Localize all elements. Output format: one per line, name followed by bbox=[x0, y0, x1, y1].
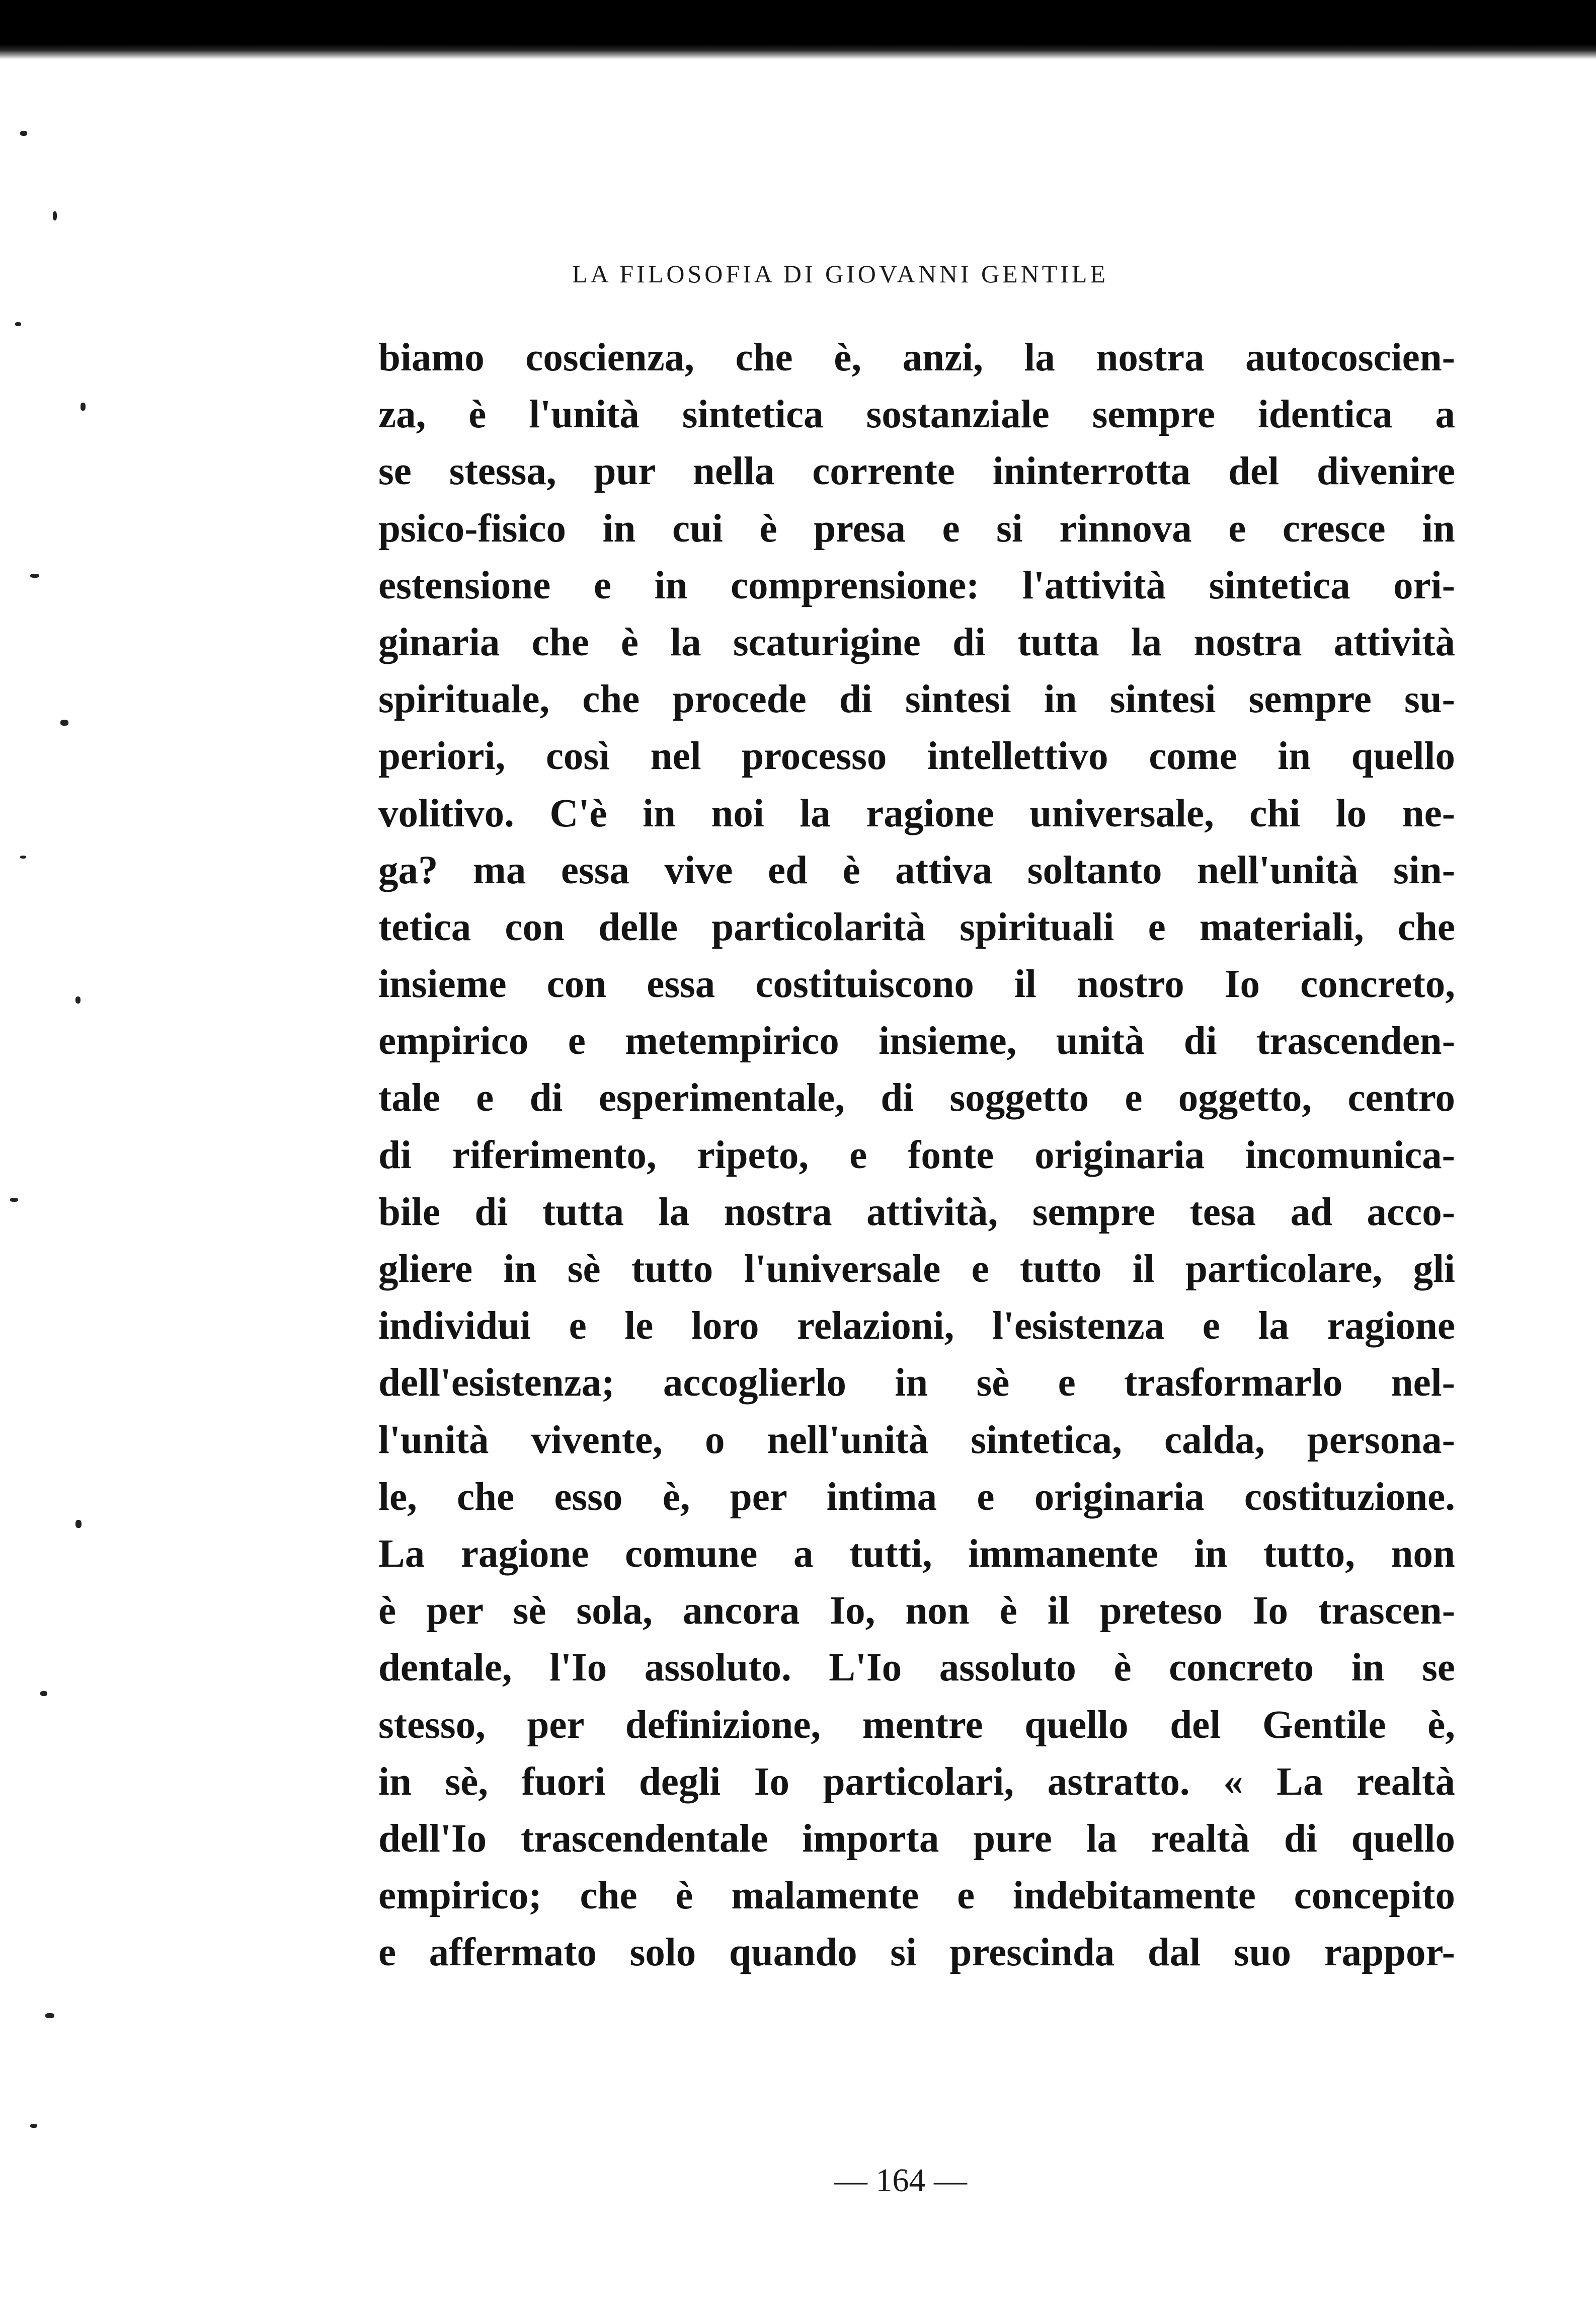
text-line: tale e di esperimentale, di soggetto e oggetto, centro bbox=[378, 1076, 1455, 1120]
text-line: spirituale, che procede di sintesi in sintesi sempre su- bbox=[378, 677, 1455, 722]
text-line: stesso, per definizione, mentre quello del Gentile è, bbox=[378, 1703, 1455, 1747]
gutter-speck bbox=[10, 1198, 18, 1202]
text-line: ga? ma essa vive ed è attiva soltanto nell'unità sin- bbox=[378, 848, 1455, 892]
gutter-speck bbox=[20, 856, 26, 859]
text-line: empirico e metempirico insieme, unità di trascenden- bbox=[378, 1019, 1455, 1063]
gutter-speck bbox=[30, 574, 39, 578]
scanned-page-top-edge bbox=[0, 0, 1596, 59]
text-line: tetica con delle particolarità spirituali e materiali, che bbox=[378, 905, 1455, 949]
text-line: dell'esistenza; accoglierlo in sè e trasformarlo nel- bbox=[378, 1361, 1455, 1405]
body-text bbox=[378, 329, 1455, 1981]
text-line: individui e le loro relazioni, l'esistenza e la ragione bbox=[378, 1304, 1455, 1348]
gutter-speck bbox=[53, 211, 57, 220]
text-line: biamo coscienza, che è, anzi, la nostra autocoscien- bbox=[378, 336, 1455, 379]
text-line: insieme con essa costituiscono il nostro Io concreto, bbox=[378, 962, 1455, 1007]
text-line: psico-fisico in cui è presa e si rinnova e cresce in bbox=[378, 506, 1455, 551]
gutter-speck bbox=[40, 1691, 47, 1696]
text-line: empirico; che è malamente e indebitamente concepito bbox=[378, 1874, 1455, 1918]
text-line: l'unità vivente, o nell'unità sintetica, calda, persona- bbox=[378, 1418, 1455, 1462]
text-line: dell'Io trascendentale importa pure la realtà di quello bbox=[378, 1816, 1455, 1861]
text-line: estensione e in comprensione: l'attività sintetica ori- bbox=[378, 563, 1455, 607]
gutter-speck bbox=[81, 403, 86, 411]
text-line: è per sè sola, ancora Io, non è il preteso Io trascen- bbox=[378, 1589, 1455, 1633]
text-line: La ragione comune a tutti, immanente in tutto, non bbox=[378, 1531, 1455, 1576]
gutter-speck bbox=[30, 2124, 37, 2128]
text-line: in sè, fuori degli Io particolari, astratto. « La realtà bbox=[378, 1759, 1455, 1804]
text-line: za, è l'unità sintetica sostanziale sempre identica a bbox=[378, 393, 1455, 437]
gutter-speck bbox=[60, 720, 68, 726]
text-line: di riferimento, ripeto, e fonte originaria incomunica- bbox=[378, 1133, 1455, 1177]
gutter-speck bbox=[15, 322, 21, 326]
gutter-speck bbox=[45, 2013, 54, 2018]
gutter-speck bbox=[75, 1520, 82, 1528]
running-header: LA FILOSOFIA DI GIOVANNI GENTILE bbox=[572, 260, 1109, 288]
text-line: volitivo. C'è in noi la ragione universale, chi lo ne- bbox=[378, 791, 1455, 835]
text-line: periori, così nel processo intellettivo come in quello bbox=[378, 734, 1455, 779]
text-line: e affermato solo quando si prescinda dal suo rappor- bbox=[378, 1931, 1455, 1975]
text-line: ginaria che è la scaturigine di tutta la nostra attività bbox=[378, 620, 1455, 664]
text-line: dentale, l'Io assoluto. L'Io assoluto è concreto in se bbox=[378, 1646, 1455, 1690]
text-line: le, che esso è, per intima e originaria costituzione. bbox=[378, 1475, 1455, 1519]
page-number: — 164 — bbox=[834, 2162, 967, 2199]
gutter-speck bbox=[75, 996, 81, 1004]
text-line: se stessa, pur nella corrente ininterrotta del divenire bbox=[378, 449, 1455, 494]
text-line: gliere in sè tutto l'universale e tutto il particolare, gli bbox=[378, 1247, 1455, 1291]
gutter-speck bbox=[20, 131, 27, 136]
text-line: bile di tutta la nostra attività, sempre tesa ad acco- bbox=[378, 1190, 1455, 1234]
